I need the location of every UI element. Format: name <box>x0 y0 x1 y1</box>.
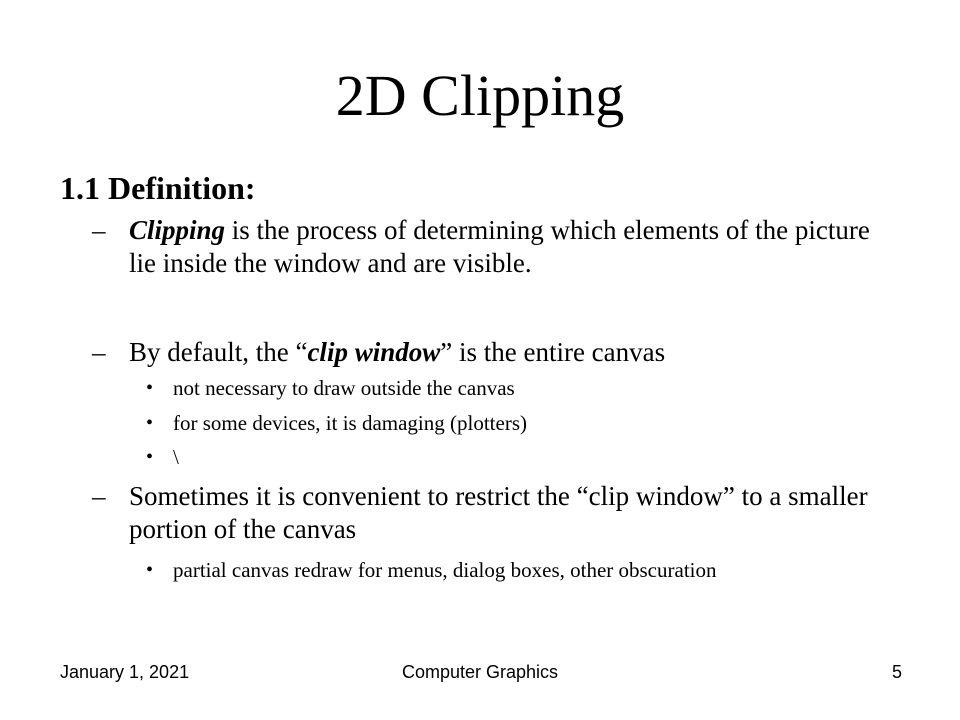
sub-item <box>146 443 906 471</box>
sub-item-text: \ <box>173 445 179 469</box>
list-item-default-clip-window <box>92 336 892 369</box>
list-item-text <box>129 214 892 280</box>
sub-item <box>146 556 906 584</box>
sub-item-text: not necessary to draw outside the canvas <box>173 376 515 400</box>
item-text-post: ” is the entire canvas <box>440 337 666 367</box>
sub-item <box>146 374 906 402</box>
list-item-text <box>129 336 892 369</box>
dash-marker: – <box>92 337 106 367</box>
sub-item-text: for some devices, it is damaging (plotters) <box>173 411 527 435</box>
dash-marker: – <box>92 215 106 245</box>
list-item-text: Sometimes it is convenient to restrict the “clip window” to a smaller portion of the canvas <box>129 481 868 544</box>
dash-marker: – <box>92 481 106 511</box>
sub-item-text: partial canvas redraw for menus, dialog boxes, other obscuration <box>173 558 717 582</box>
item-text-pre: By default, the “ <box>129 337 308 367</box>
bullet-marker: • <box>146 446 154 468</box>
bullet-marker: • <box>146 559 154 581</box>
bullet-marker: • <box>146 377 154 399</box>
item-text-rest: is the process of determining which elements of the picture lie inside the window and are visible. <box>129 215 870 278</box>
page-number: 5 <box>891 662 902 682</box>
emphasis-clipping: Clipping <box>129 215 226 245</box>
sub-item <box>146 409 906 437</box>
bullet-marker: • <box>146 412 154 434</box>
section-heading: 1.1 Definition: <box>60 170 256 206</box>
footer-date: January 1, 2021 <box>60 662 190 682</box>
emphasis-clip-window: clip window <box>307 337 441 367</box>
slide-title: 2D Clipping <box>335 63 625 128</box>
list-item-clipping-definition <box>92 214 892 280</box>
list-item-restrict-clip-window <box>92 480 892 546</box>
footer-title: Computer Graphics <box>401 662 559 682</box>
